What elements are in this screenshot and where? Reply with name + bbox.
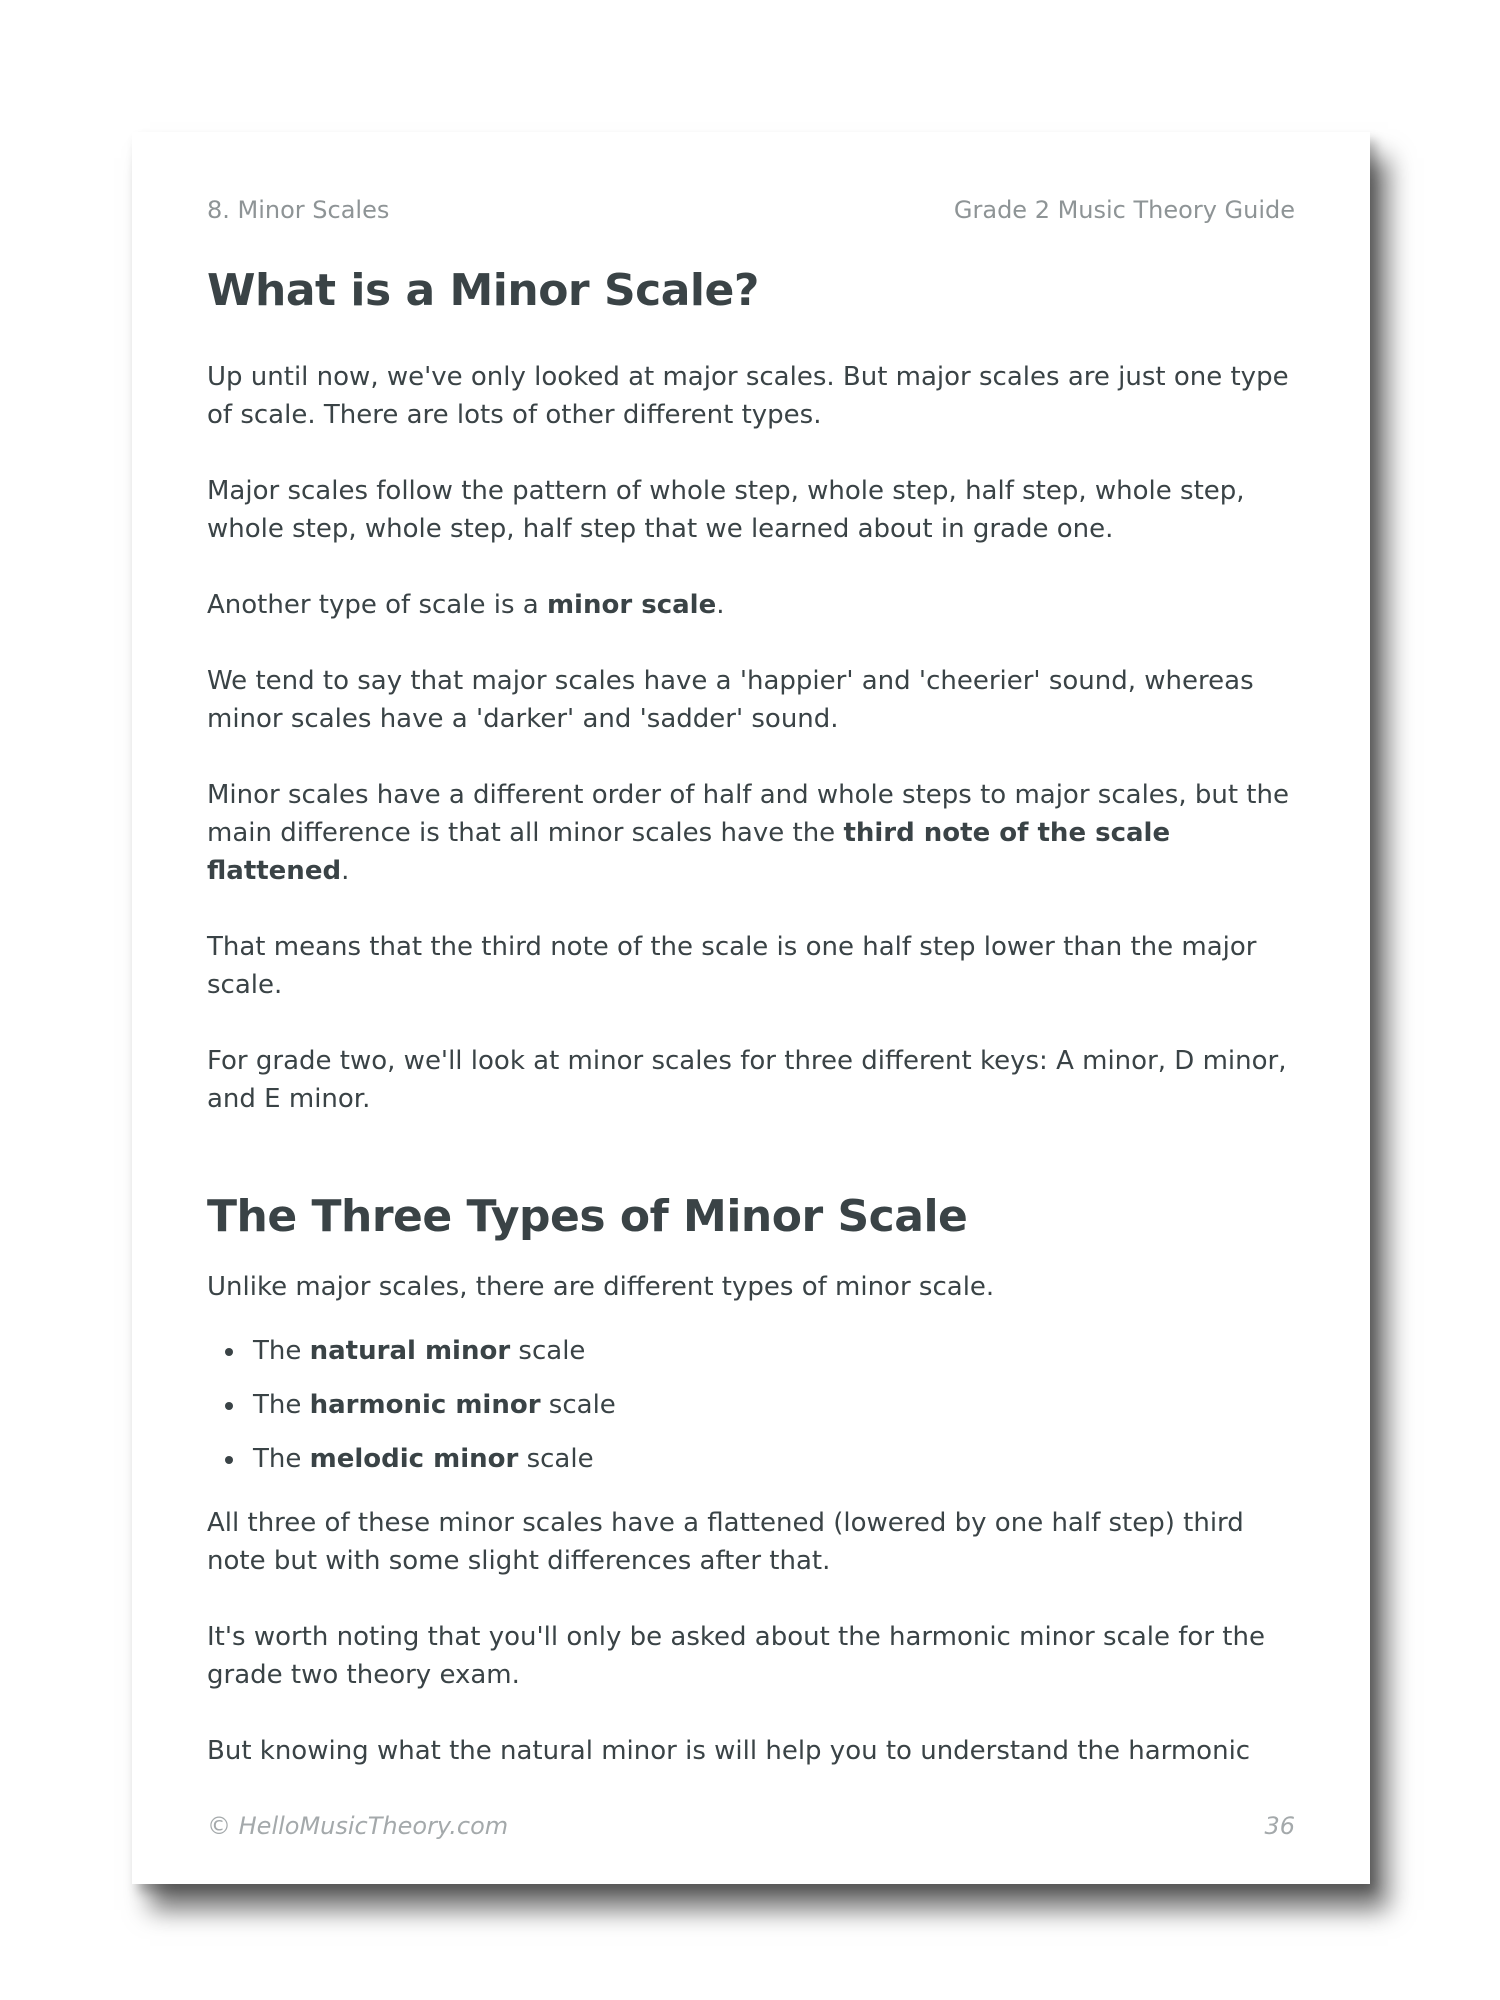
text: Another type of scale is a bbox=[207, 590, 547, 620]
text: Minor scales have a different order of half and whole steps to major scales, but the main difference is that all minor scales have the bbox=[207, 780, 1289, 848]
list-item bbox=[207, 1432, 1295, 1486]
bold-term: third note of the scale flattened bbox=[207, 818, 1171, 886]
paragraph: All three of these minor scales have a flattened (lowered by one half step) third note but with some slight differences after that. bbox=[207, 1508, 1244, 1576]
copyright-text: © HelloMusicTheory.com bbox=[207, 1812, 509, 1840]
section-heading-three-types: The Three Types of Minor Scale bbox=[207, 1191, 968, 1242]
text: . bbox=[341, 856, 350, 886]
book-title: Grade 2 Music Theory Guide bbox=[953, 196, 1295, 224]
text: . bbox=[716, 590, 725, 620]
bullet-icon bbox=[225, 1456, 233, 1464]
chapter-title: 8. Minor Scales bbox=[207, 196, 390, 224]
text: scale bbox=[518, 1444, 594, 1474]
paragraph: But knowing what the natural minor is will help you to understand the harmonic bbox=[207, 1736, 1251, 1766]
page-content bbox=[207, 262, 1295, 1770]
page-footer bbox=[207, 1812, 1295, 1840]
paragraph: We tend to say that major scales have a 'happier' and 'cheerier' sound, whereas minor scales have a 'darker' and 'sadder' sound. bbox=[207, 666, 1254, 734]
page-number: 36 bbox=[1264, 1812, 1295, 1840]
bold-term: minor scale bbox=[546, 590, 717, 620]
text: The bbox=[253, 1390, 310, 1420]
minor-scale-types-list bbox=[207, 1324, 1295, 1486]
running-header bbox=[207, 196, 1295, 224]
list-item bbox=[207, 1378, 1295, 1432]
paragraph: Up until now, we've only looked at major scales. But major scales are just one type of scale. There are lots of other different types. bbox=[207, 362, 1289, 430]
text: scale bbox=[510, 1336, 586, 1366]
document-page bbox=[132, 132, 1370, 1884]
paragraph: That means that the third note of the scale is one half step lower than the major scale. bbox=[207, 932, 1257, 1000]
paragraph: Major scales follow the pattern of whole step, whole step, half step, whole step, whole step, whole step, half step that we learned about in grade one. bbox=[207, 476, 1245, 544]
bold-term: harmonic minor bbox=[309, 1390, 541, 1420]
bullet-icon bbox=[225, 1402, 233, 1410]
paragraph: It's worth noting that you'll only be asked about the harmonic minor scale for the grade two theory exam. bbox=[207, 1622, 1265, 1690]
list-item bbox=[207, 1324, 1295, 1378]
text: The bbox=[253, 1336, 310, 1366]
section-heading-minor-scale: What is a Minor Scale? bbox=[207, 265, 759, 316]
bold-term: natural minor bbox=[309, 1336, 511, 1366]
text: The bbox=[253, 1444, 310, 1474]
text: scale bbox=[540, 1390, 616, 1420]
bold-term: melodic minor bbox=[309, 1444, 519, 1474]
paragraph bbox=[207, 776, 1295, 890]
paragraph bbox=[207, 586, 1295, 624]
paragraph: For grade two, we'll look at minor scales for three different keys: A minor, D minor, and E minor. bbox=[207, 1046, 1287, 1114]
bullet-icon bbox=[225, 1348, 233, 1356]
paragraph: Unlike major scales, there are different types of minor scale. bbox=[207, 1272, 995, 1302]
